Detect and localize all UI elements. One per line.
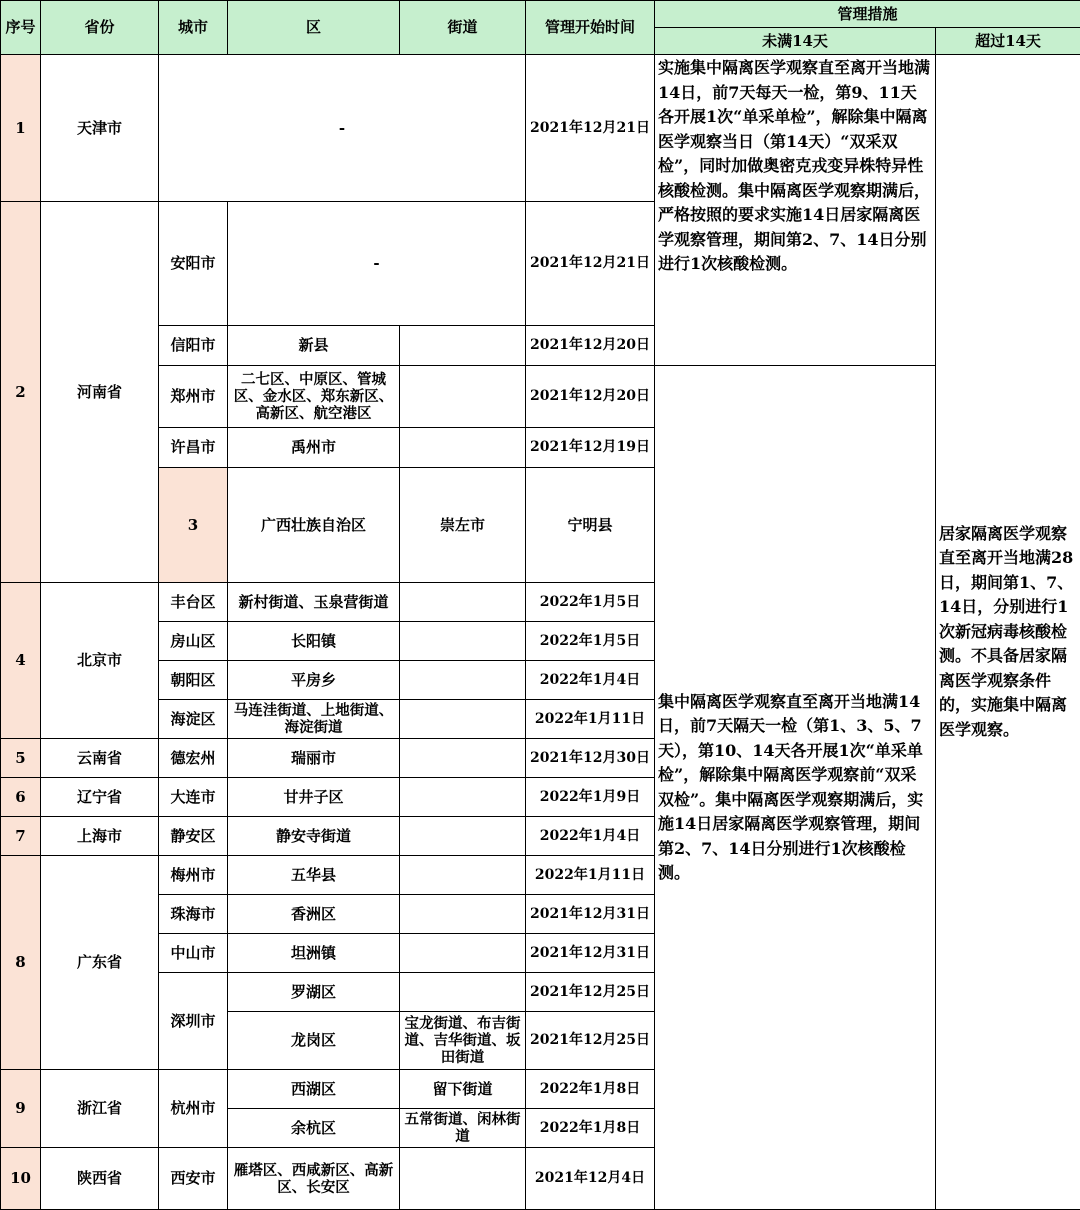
measure-under14-strict: 实施集中隔离医学观察直至离开当地满14日，前7天每天一检，第9、11天各开展1次“单采单检”，解除集中隔离医学观察当日（第14天）“双采双检”，同时加做奥密克戎变异株特异性核酸检测。集中隔离医学观察期满后，严格按照的要求实施14日居家隔离医学观察管理，期间第2、7、14日分别进行1次核酸检测。: [655, 55, 936, 366]
district-cell: 罗湖区: [228, 973, 400, 1012]
city-cell: 安阳市: [159, 202, 228, 326]
district-cell: 禹州市: [228, 428, 400, 468]
city-cell: 中山市: [159, 934, 228, 973]
seq-cell: 3: [159, 468, 228, 583]
province-cell: 上海市: [41, 817, 159, 856]
street-cell: [400, 973, 526, 1012]
province-cell: 云南省: [41, 739, 159, 778]
city-cell: 房山区: [159, 622, 228, 661]
header-over-14-days: 超过14天: [936, 28, 1080, 55]
street-cell: [400, 778, 526, 817]
street-cell: [400, 817, 526, 856]
city-cell: 许昌市: [159, 428, 228, 468]
street-cell: [400, 1148, 526, 1210]
header-city: 城市: [159, 1, 228, 55]
city-cell: 杭州市: [159, 1070, 228, 1148]
date-cell: 2021年12月25日: [526, 1012, 655, 1070]
header-under-14-days: 未满14天: [655, 28, 936, 55]
city-cell: 信阳市: [159, 326, 228, 366]
city-cell: 梅州市: [159, 856, 228, 895]
city-cell: 西安市: [159, 1148, 228, 1210]
street-cell: [400, 739, 526, 778]
province-cell: 河南省: [41, 202, 159, 583]
seq-cell: 7: [1, 817, 41, 856]
district-cell: 新县: [228, 326, 400, 366]
header-district: 区: [228, 1, 400, 55]
street-cell: 宝龙街道、布吉街道、吉华街道、坂田街道: [400, 1012, 526, 1070]
province-cell: 辽宁省: [41, 778, 159, 817]
district-cell: 二七区、中原区、管城区、金水区、郑东新区、高新区、航空港区: [228, 366, 400, 428]
district-cell: 马连洼街道、上地街道、海淀街道: [228, 700, 400, 739]
city-cell: 海淀区: [159, 700, 228, 739]
date-cell: 2021年12月31日: [526, 934, 655, 973]
district-cell: 雁塔区、西咸新区、高新区、长安区: [228, 1148, 400, 1210]
district-cell: 甘井子区: [228, 778, 400, 817]
city-cell: 崇左市: [400, 468, 526, 583]
seq-cell: 6: [1, 778, 41, 817]
date-cell: 2022年1月8日: [526, 1070, 655, 1109]
street-cell: [400, 366, 526, 428]
province-cell: 北京市: [41, 583, 159, 739]
date-cell: 2021年12月31日: [526, 895, 655, 934]
date-cell: 2021年12月19日: [526, 428, 655, 468]
seq-cell: 2: [1, 202, 41, 583]
street-cell: 留下街道: [400, 1070, 526, 1109]
district-cell: 西湖区: [228, 1070, 400, 1109]
province-cell: 陕西省: [41, 1148, 159, 1210]
dash-cell: -: [228, 202, 526, 326]
date-cell: 2022年1月4日: [526, 817, 655, 856]
street-cell: [400, 661, 526, 700]
seq-cell: 1: [1, 55, 41, 202]
district-cell: 宁明县: [526, 468, 655, 583]
district-cell: 五华县: [228, 856, 400, 895]
date-cell: 2021年12月21日: [526, 202, 655, 326]
date-cell: 2022年1月5日: [526, 622, 655, 661]
district-cell: 龙岗区: [228, 1012, 400, 1070]
city-cell: 珠海市: [159, 895, 228, 934]
seq-cell: 8: [1, 856, 41, 1070]
street-cell: 五常街道、闲林街道: [400, 1109, 526, 1148]
header-province: 省份: [41, 1, 159, 55]
date-cell: 2021年12月30日: [526, 739, 655, 778]
district-cell: 余杭区: [228, 1109, 400, 1148]
district-cell: 静安寺街道: [228, 817, 400, 856]
date-cell: 2022年1月5日: [526, 583, 655, 622]
seq-cell: 4: [1, 583, 41, 739]
district-cell: 香洲区: [228, 895, 400, 934]
header-seq: 序号: [1, 1, 41, 55]
date-cell: 2022年1月9日: [526, 778, 655, 817]
date-cell: 2022年1月11日: [526, 856, 655, 895]
district-cell: 坦洲镇: [228, 934, 400, 973]
street-cell: [400, 700, 526, 739]
city-cell: 德宏州: [159, 739, 228, 778]
date-cell: 2022年1月11日: [526, 700, 655, 739]
date-cell: 2021年12月20日: [526, 326, 655, 366]
city-cell: 静安区: [159, 817, 228, 856]
header-start-time: 管理开始时间: [526, 1, 655, 55]
date-cell: 2021年12月25日: [526, 973, 655, 1012]
street-cell: [400, 428, 526, 468]
seq-cell: 10: [1, 1148, 41, 1210]
measure-over14: 居家隔离医学观察直至离开当地满28日，期间第1、7、14日，分别进行1次新冠病毒核酸检测。不具备居家隔离医学观察条件的，实施集中隔离医学观察。: [936, 55, 1080, 1210]
street-cell: [400, 934, 526, 973]
province-cell: 广西壮族自治区: [228, 468, 400, 583]
street-cell: [400, 326, 526, 366]
street-cell: [400, 895, 526, 934]
measure-under14-standard: 集中隔离医学观察直至离开当地满14日，前7天隔天一检（第1、3、5、7天），第10、14天各开展1次“单采单检”，解除集中隔离医学观察前“双采双检”。集中隔离医学观察期满后，实施14日居家隔离医学观察管理，期间第2、7、14日分别进行1次核酸检测。: [655, 366, 936, 1210]
header-street: 街道: [400, 1, 526, 55]
city-cell: 朝阳区: [159, 661, 228, 700]
seq-cell: 9: [1, 1070, 41, 1148]
date-cell: 2021年12月20日: [526, 366, 655, 428]
district-cell: 瑞丽市: [228, 739, 400, 778]
city-cell: 深圳市: [159, 973, 228, 1070]
city-cell: 郑州市: [159, 366, 228, 428]
header-measures: 管理措施: [655, 1, 1080, 28]
street-cell: [400, 856, 526, 895]
date-cell: 2022年1月8日: [526, 1109, 655, 1148]
district-cell: 新村街道、玉泉营街道: [228, 583, 400, 622]
date-cell: 2021年12月21日: [526, 55, 655, 202]
city-cell: 丰台区: [159, 583, 228, 622]
district-cell: 长阳镇: [228, 622, 400, 661]
street-cell: [400, 622, 526, 661]
date-cell: 2021年12月4日: [526, 1148, 655, 1210]
street-cell: [400, 583, 526, 622]
city-cell: 大连市: [159, 778, 228, 817]
district-cell: 平房乡: [228, 661, 400, 700]
province-cell: 广东省: [41, 856, 159, 1070]
date-cell: 2022年1月4日: [526, 661, 655, 700]
dash-cell: -: [159, 55, 526, 202]
province-cell: 天津市: [41, 55, 159, 202]
seq-cell: 5: [1, 739, 41, 778]
province-cell: 浙江省: [41, 1070, 159, 1148]
